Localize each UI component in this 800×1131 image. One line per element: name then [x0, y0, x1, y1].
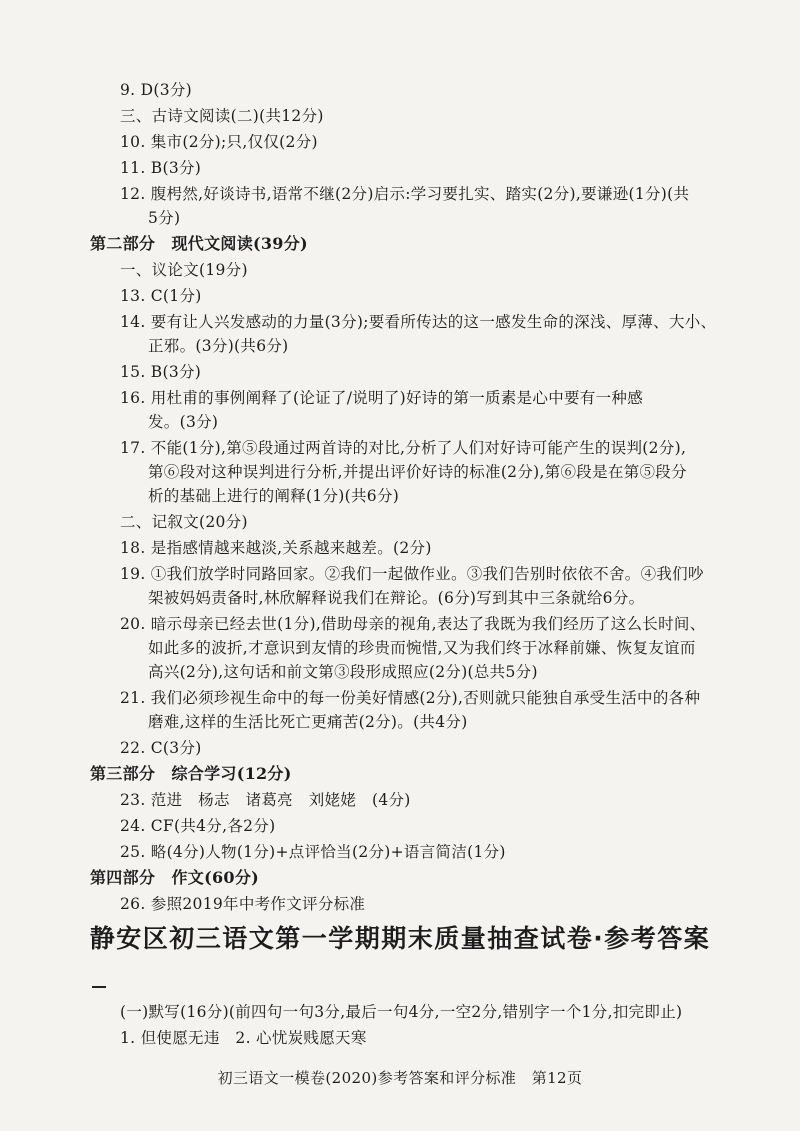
- answer-line: 析的基础上进行的阐释(1分)(共6分): [148, 487, 400, 505]
- answer-line: 磨难,这样的生活比死亡更痛苦(2分)。(共4分): [148, 713, 468, 731]
- answer-line: 5分): [148, 209, 181, 227]
- answer-line: 12. 腹枵然,好谈诗书,语常不继(2分)启示:学习要扎实、踏实(2分),要谦逊(1分)(共: [120, 185, 690, 203]
- answer-line: 17. 不能(1分),第⑤段通过两首诗的对比,分析了人们对好诗可能产生的误判(2分),: [120, 439, 687, 457]
- document-title: 静安区初三语文第一学期期末质量抽查试卷·参考答案: [89, 924, 711, 953]
- answer-line: 13. C(1分): [120, 287, 202, 305]
- page-footer: 初三语文一模卷(2020)参考答案和评分标准 第12页: [217, 1069, 583, 1087]
- answer-line: 20. 暗示母亲已经去世(1分),借助母亲的视角,表达了我既为我们经历了这么长时间、: [120, 615, 706, 633]
- answer-line: 26. 参照2019年中考作文评分标准: [120, 895, 366, 913]
- answer-line: 24. CF(共4分,各2分): [120, 817, 276, 835]
- answer-line: 14. 要有让人兴发感动的力量(3分);要看所传达的这一感发生命的深浅、厚薄、大小、: [120, 313, 717, 331]
- answer-line: 19. ①我们放学时同路回家。②我们一起做作业。③我们告别时依依不舍。④我们吵: [120, 565, 704, 583]
- answer-line: 架被妈妈责备时,林欣解释说我们在辩论。(6分)写到其中三条就给6分。: [148, 589, 645, 607]
- answer-line: 25. 略(4分)人物(1分)+点评恰当(2分)+语言简洁(1分): [120, 843, 506, 861]
- answer-line: 15. B(3分): [120, 363, 202, 381]
- answer-line: 如此多的波折,才意识到友情的珍贵而惋惜,又为我们终于冰释前嫌、恢复友谊而: [148, 639, 696, 657]
- answer-line: (一)默写(16分)(前四句一句3分,最后一句4分,一空2分,错别字一个1分,扣完即止): [120, 1003, 683, 1021]
- answer-line: 第⑥段对这种误判进行分析,并提出评价好诗的标准(2分),第⑥段是在第⑤段分: [148, 463, 687, 481]
- section-heading: 第二部分 现代文阅读(39分): [90, 234, 308, 253]
- section-heading: 第三部分 综合学习(12分): [90, 764, 292, 783]
- answer-line: 1. 但使愿无违 2. 心忧炭贱愿天寒: [120, 1029, 367, 1047]
- answer-line: 21. 我们必须珍视生命中的每一份美好情感(2分),否则就只能独自承受生活中的各种: [120, 689, 701, 707]
- answer-line: 16. 用杜甫的事例阐释了(论证了/说明了)好诗的第一质素是心中要有一种感: [120, 389, 643, 407]
- answer-line: 23. 范进 杨志 诸葛亮 刘姥姥 (4分): [120, 791, 411, 809]
- answer-line: 发。(3分): [148, 413, 219, 431]
- answer-line: 正邪。(3分)(共6分): [148, 337, 289, 355]
- answer-line: 三、古诗文阅读(二)(共12分): [120, 107, 324, 125]
- section-dash: [92, 986, 106, 988]
- answer-line: 二、记叙文(20分): [120, 513, 248, 531]
- answer-line: 22. C(3分): [120, 739, 202, 757]
- answer-line: 9. D(3分): [120, 81, 192, 99]
- answer-line: 一、议论文(19分): [120, 261, 248, 279]
- section-heading: 第四部分 作文(60分): [90, 868, 260, 887]
- answer-line: 11. B(3分): [120, 159, 202, 177]
- answer-line: 高兴(2分),这句话和前文第③段形成照应(2分)(总共5分): [148, 663, 538, 681]
- answer-line: 10. 集市(2分);只,仅仅(2分): [120, 133, 318, 151]
- answer-line: 18. 是指感情越来越淡,关系越来越差。(2分): [120, 539, 432, 557]
